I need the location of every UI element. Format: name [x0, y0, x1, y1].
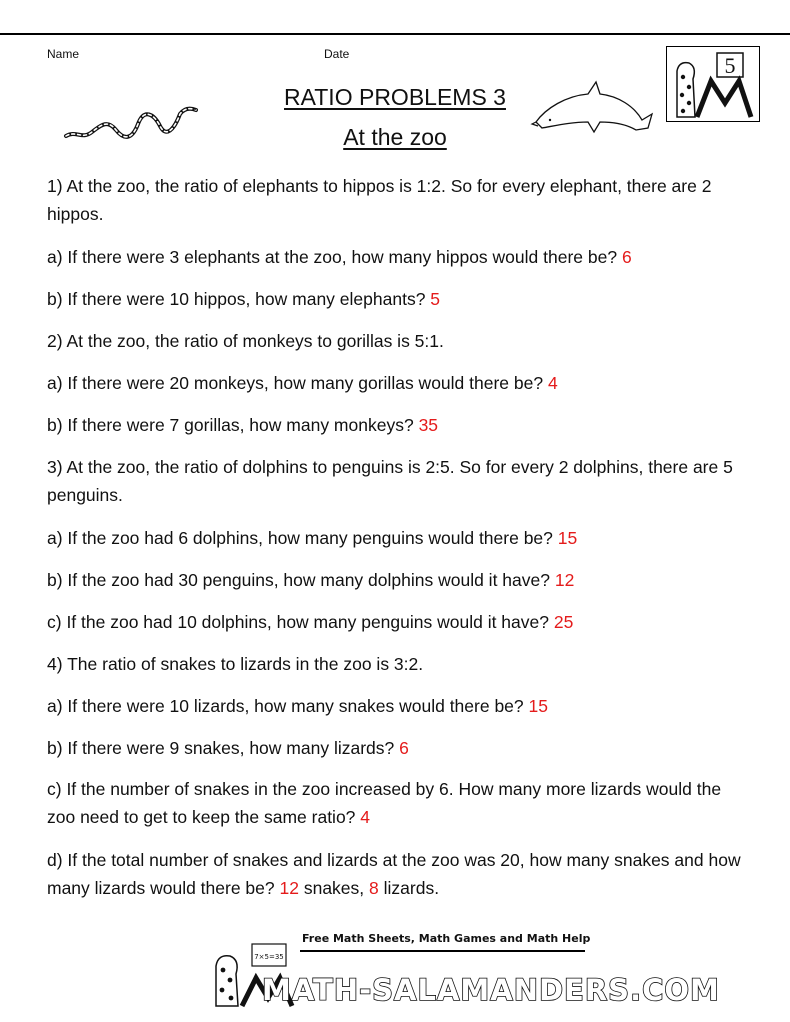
answer-4d-lizards: 8 [369, 878, 379, 898]
question-3c: c) If the zoo had 10 dolphins, how many penguins would it have? 25 [47, 612, 574, 632]
question-3a: a) If the zoo had 6 dolphins, how many penguins would there be? 15 [47, 528, 578, 548]
question-2-intro: 2) At the zoo, the ratio of monkeys to gorillas is 5:1. [47, 331, 444, 351]
question-4d: d) If the total number of snakes and lizards at the zoo was 20, how many snakes and how many lizards would there be? 12 snakes, 8 lizards. [47, 850, 741, 898]
answer-4a: 15 [528, 696, 548, 716]
answer-2a: 4 [547, 373, 558, 393]
answer-4b: 6 [399, 738, 409, 758]
answer-4c: 4 [360, 807, 371, 827]
question-1-intro: 1) At the zoo, the ratio of elephants to hippos is 1:2. So for every elephant, there are 2 hippos. [47, 176, 712, 224]
answer-2b: 35 [418, 415, 439, 435]
worksheet-title: RATIO PROBLEMS 3 [284, 84, 506, 110]
date-label: Date [324, 47, 350, 61]
question-1b: b) If there were 10 hippos, how many elephants? 5 [47, 289, 441, 309]
answer-3c: 25 [553, 612, 574, 632]
question-1a: a) If there were 3 elephants at the zoo, how many hippos would there be? 6 [47, 247, 632, 267]
question-4b: b) If there were 9 snakes, how many lizards? 6 [47, 738, 409, 758]
grade-number: 5 [724, 53, 736, 78]
answer-1b: 5 [430, 289, 441, 309]
question-4-intro: 4) The ratio of snakes to lizards in the zoo is 3:2. [47, 654, 424, 674]
worksheet-subtitle: At the zoo [343, 124, 447, 150]
footer-logo-math: 7×5=35 [254, 953, 284, 961]
question-4c: c) If the number of snakes in the zoo increased by 6. How many more lizards would the zoo need to get to keep the same ratio? 4 [47, 779, 722, 827]
answer-3b: 12 [554, 570, 575, 590]
answer-3a: 15 [557, 528, 578, 548]
question-2a: a) If there were 20 monkeys, how many gorillas would there be? 4 [47, 373, 558, 393]
question-4a: a) If there were 10 lizards, how many snakes would there be? 15 [47, 696, 548, 716]
question-3-intro: 3) At the zoo, the ratio of dolphins to penguins is 2:5. So for every 2 dolphins, there are 5 penguins. [47, 457, 733, 505]
answer-4d-snakes: 12 [279, 878, 299, 898]
question-2b: b) If there were 7 gorillas, how many monkeys? 35 [47, 415, 439, 435]
top-rule [0, 33, 790, 35]
answer-1a: 6 [621, 247, 632, 267]
footer-tagline: Free Math Sheets, Math Games and Math Help [302, 932, 591, 945]
name-label: Name [47, 47, 80, 61]
footer-brand: MATH-SALAMANDERS.COM [262, 973, 720, 1007]
question-3b: b) If the zoo had 30 penguins, how many dolphins would it have? 12 [47, 570, 575, 590]
footer-rule [300, 950, 585, 952]
